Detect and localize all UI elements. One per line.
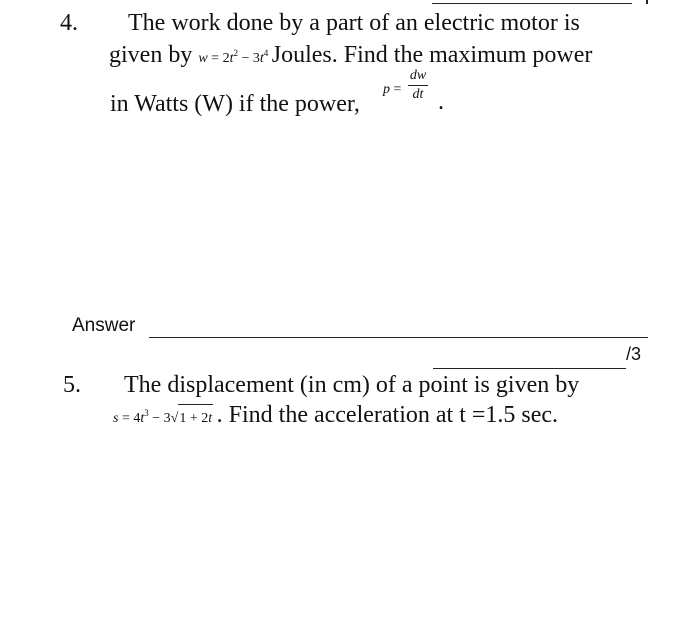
score-line [433, 368, 626, 369]
answer-line [149, 337, 648, 338]
q4-number: 4. [60, 10, 78, 36]
q5-line2-suffix: . Find the acceleration at t =1.5 sec. [216, 402, 559, 428]
q4-line2-suffix: Joules. Find the maximum power [271, 42, 593, 68]
q4-period: . [438, 89, 444, 115]
q4-line1: The work done by a part of an electric motor is [128, 10, 580, 36]
power-formula-lhs: p = [383, 82, 402, 97]
score-label: /3 [626, 344, 642, 364]
answer-label: Answer [72, 315, 136, 336]
q4-line3: in Watts (W) if the power, [110, 91, 360, 117]
q4-line2 [109, 39, 592, 73]
displacement-formula: $s = 4t^3 - 3√1 + 2t$ [113, 411, 217, 426]
top-right-mark [646, 0, 648, 4]
q5-line1: The displacement (in cm) of a point is given by [124, 372, 580, 398]
power-formula-fraction: dw dt [409, 68, 427, 102]
q4-line2-prefix: given by [109, 42, 193, 68]
top-answer-line [432, 3, 632, 4]
q5-number: 5. [63, 372, 81, 398]
work-formula: $w = 2t^2 - 3t^4$ [198, 48, 269, 66]
q5-line2 [113, 399, 558, 433]
